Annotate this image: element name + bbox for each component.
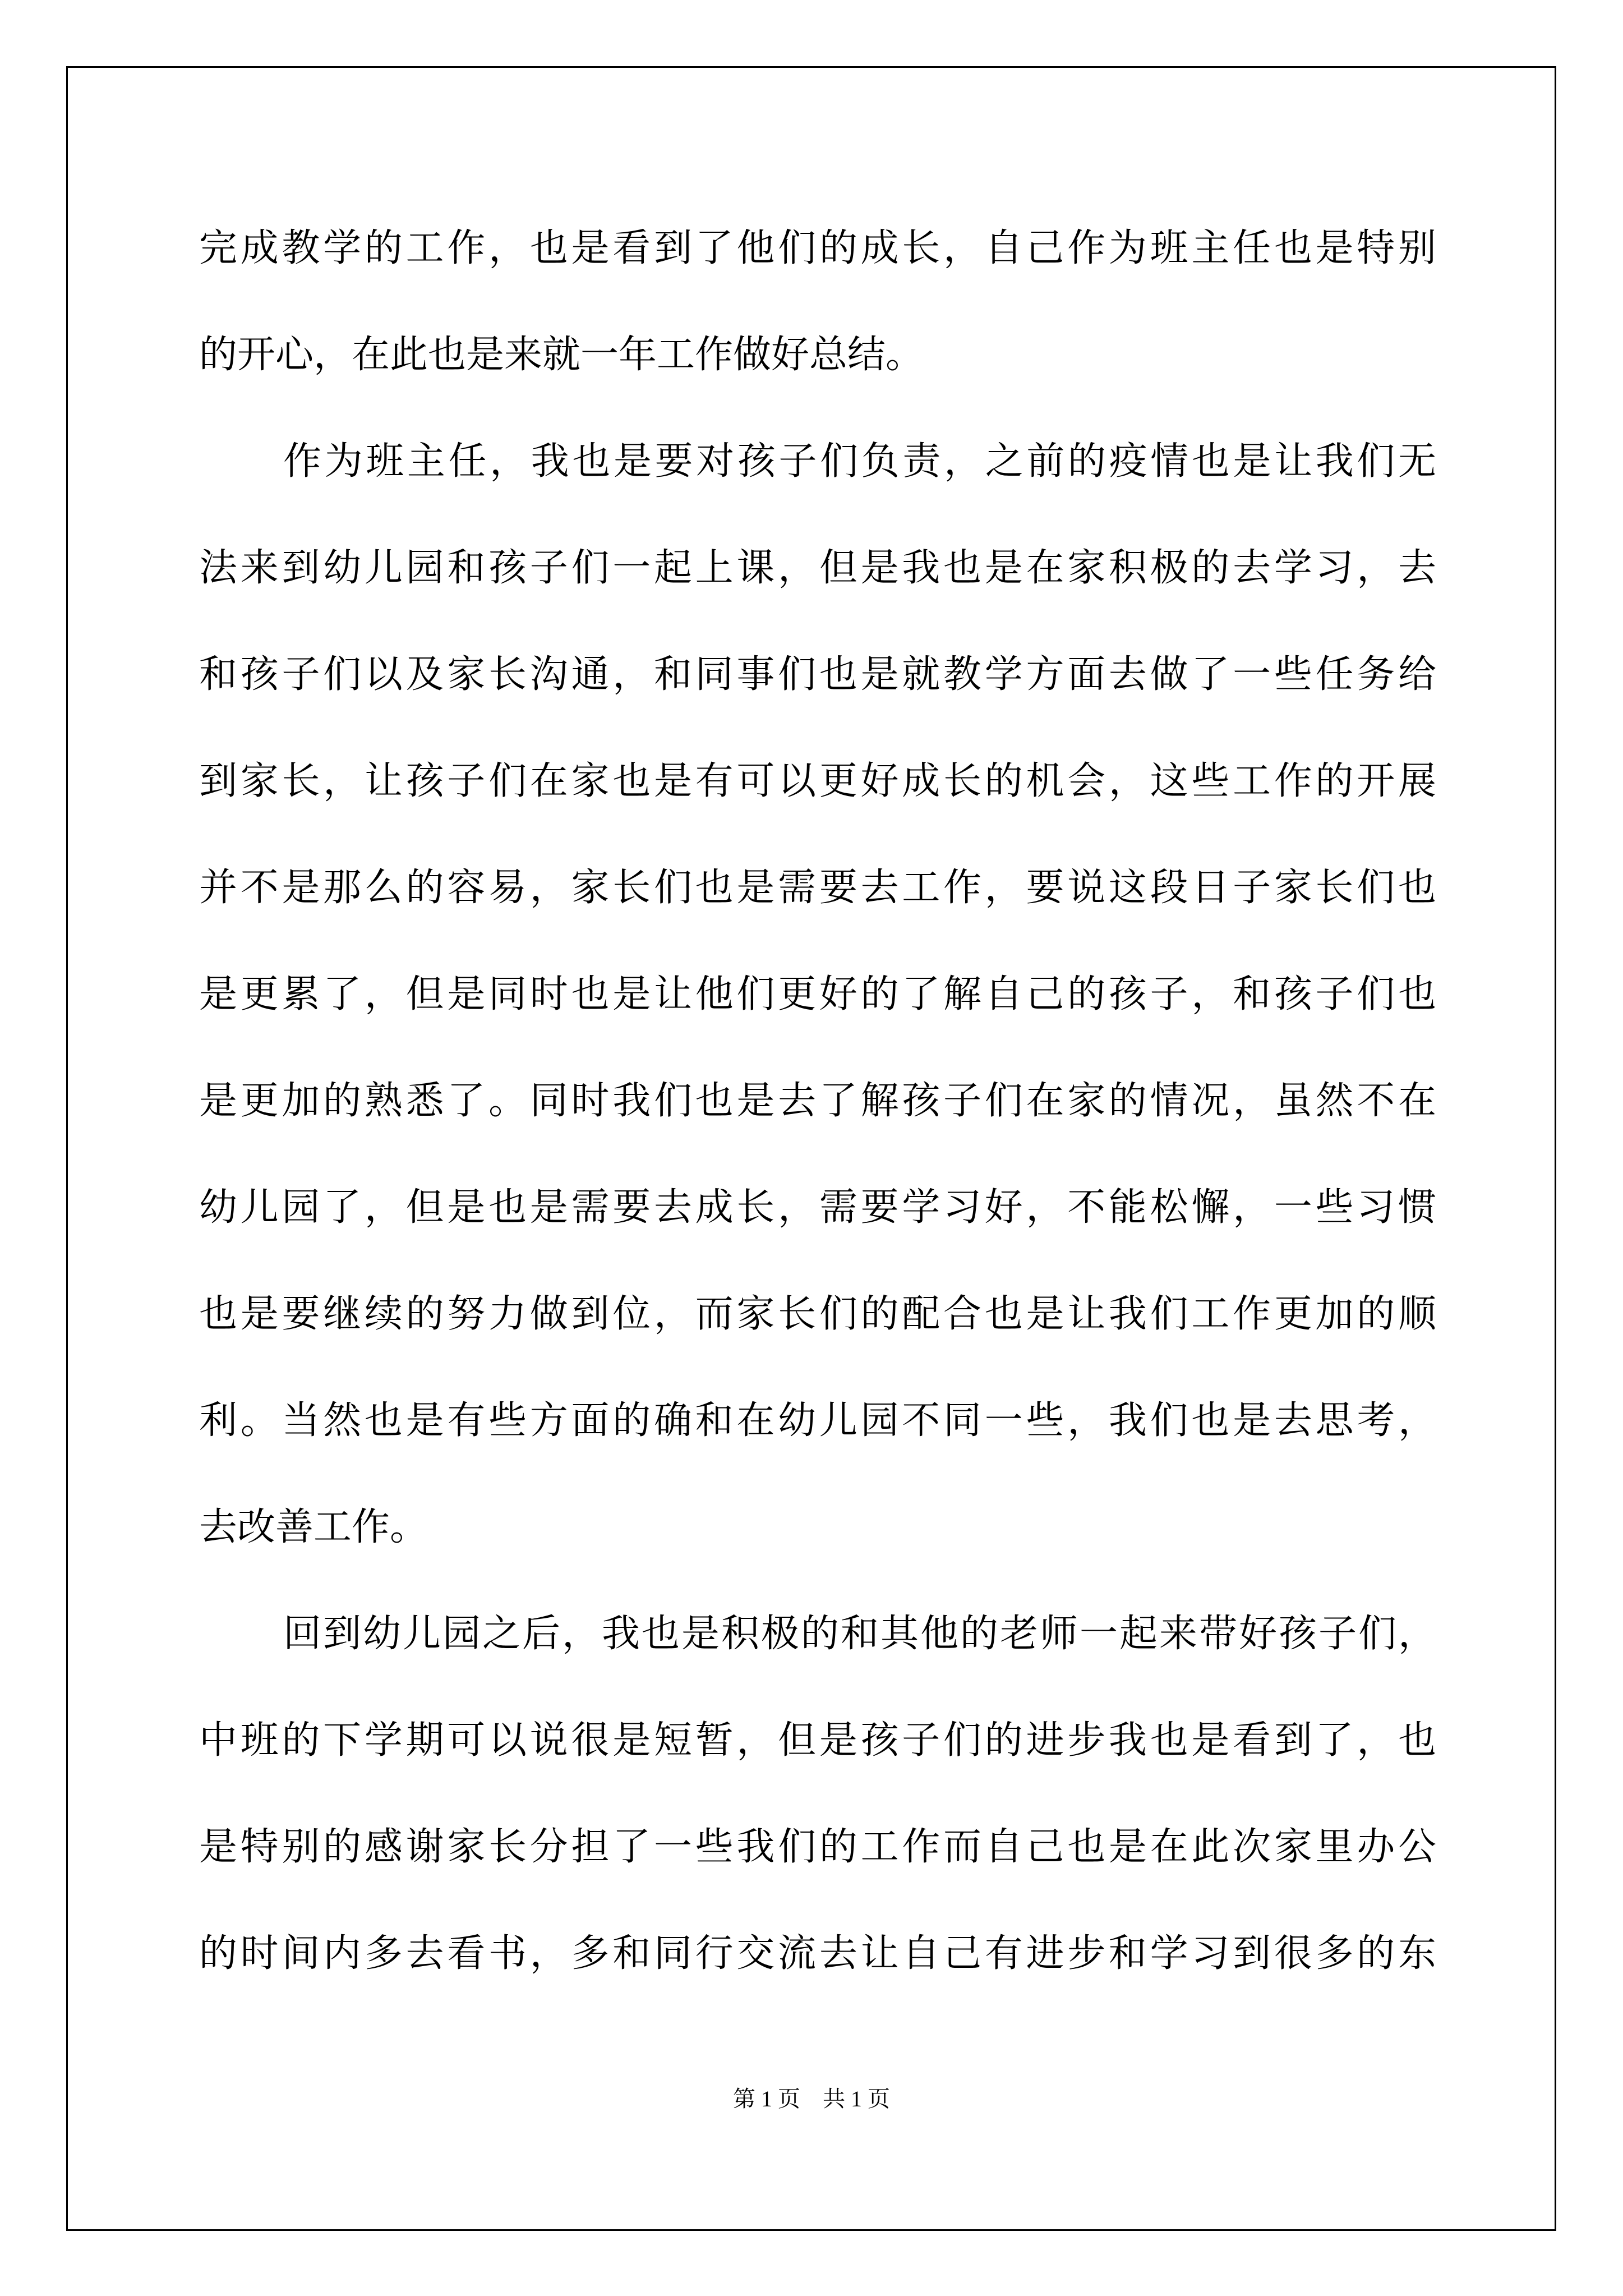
text-line: 利。当然也是有些方面的确和在幼儿园不同一些，我们也是去思考， xyxy=(199,1398,1436,1443)
text-line: 是更加的熟悉了。同时我们也是去了解孩子们在家的情况，虽然不在 xyxy=(199,1079,1436,1123)
text-line: 幼儿园了，但是也是需要去成长，需要学习好，不能松懈，一些习惯 xyxy=(199,1185,1436,1230)
page-number-footer: 第 1 页 共 1 页 xyxy=(733,2086,890,2111)
text-line: 并不是那么的容易，家长们也是需要去工作，要说这段日子家长们也 xyxy=(199,866,1436,910)
text-line: 去改善工作。 xyxy=(199,1505,428,1549)
paragraph-first-line: 作为班主任，我也是要对孩子们负责，之前的疫情也是让我们无 xyxy=(283,439,1436,484)
text-line: 的时间内多去看书，多和同行交流去让自己有进步和学习到很多的东 xyxy=(199,1931,1436,1976)
text-line: 和孩子们以及家长沟通，和同事们也是就教学方面去做了一些任务给 xyxy=(199,652,1436,697)
text-line: 也是要继续的努力做到位，而家长们的配合也是让我们工作更加的顺 xyxy=(199,1292,1436,1336)
text-line: 是更累了，但是同时也是让他们更好的了解自己的孩子，和孩子们也 xyxy=(199,972,1436,1016)
text-line: 的开心，在此也是来就一年工作做好总结。 xyxy=(199,333,924,377)
text-line: 法来到幼儿园和孩子们一起上课，但是我也是在家积极的去学习，去 xyxy=(199,546,1436,590)
text-line: 完成教学的工作，也是看到了他们的成长，自己作为班主任也是特别 xyxy=(199,226,1436,270)
page-border xyxy=(66,66,1556,2231)
text-line: 是特别的感谢家长分担了一些我们的工作而自己也是在此次家里办公 xyxy=(199,1825,1436,1869)
paragraph-first-line: 回到幼儿园之后，我也是积极的和其他的老师一起来带好孩子们， xyxy=(283,1612,1436,1656)
text-line: 到家长，让孩子们在家也是有可以更好成长的机会，这些工作的开展 xyxy=(199,759,1436,803)
text-line: 中班的下学期可以说很是短暂，但是孩子们的进步我也是看到了，也 xyxy=(199,1718,1436,1763)
